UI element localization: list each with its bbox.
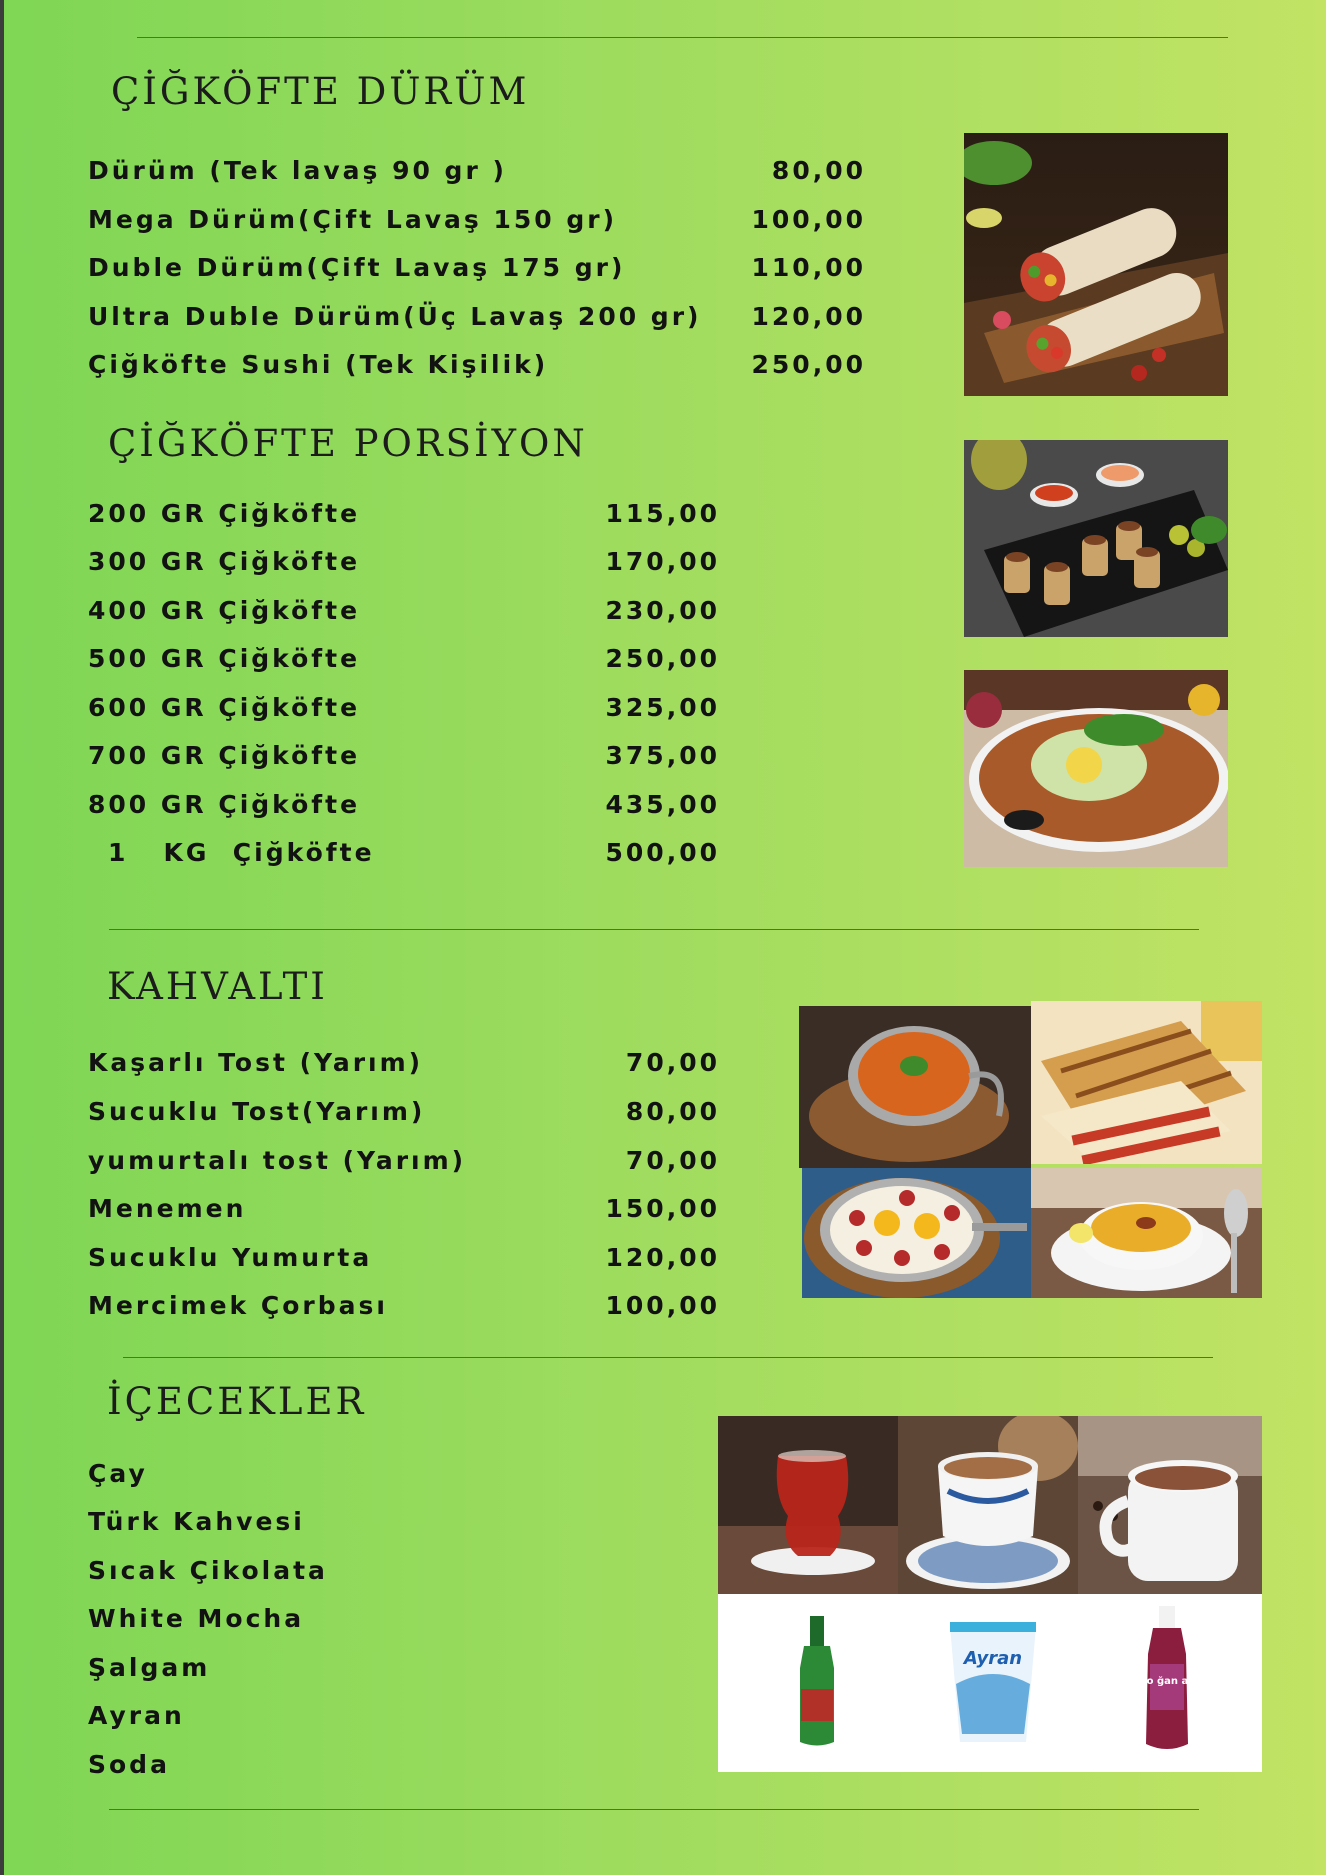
item-price: 325,00 (605, 693, 720, 722)
item-price: 100,00 (751, 205, 866, 234)
sucuklu-tost-photo (1031, 1001, 1262, 1164)
item-name: White Mocha (88, 1604, 305, 1633)
item-price: 70,00 (625, 1048, 720, 1077)
item-name: Çay (88, 1459, 148, 1488)
salgam-bottle-label: do ğan ay (1139, 1676, 1195, 1687)
section-title-durum: ÇİĞKÖFTE DÜRÜM (111, 70, 530, 113)
item-price: 500,00 (605, 838, 720, 867)
item-name: yumurtalı tost (Yarım) (88, 1146, 467, 1175)
item-name: Soda (88, 1750, 170, 1779)
item-price: 230,00 (605, 596, 720, 625)
section-title-icecekler: İÇECEKLER (107, 1380, 367, 1423)
item-price: 375,00 (605, 741, 720, 770)
section-title-kahvalti: KAHVALTI (107, 965, 328, 1008)
item-name: Sucuklu Yumurta (88, 1243, 373, 1272)
item-name: 800 GR Çiğköfte (88, 790, 361, 819)
divider-porsiyon-kahvalti (109, 929, 1199, 930)
item-price: 435,00 (605, 790, 720, 819)
cay-glass-photo (718, 1416, 898, 1594)
top-divider (137, 37, 1228, 38)
item-price: 250,00 (605, 644, 720, 673)
item-price: 170,00 (605, 547, 720, 576)
item-name: Ultra Duble Dürüm(Üç Lavaş 200 gr) (88, 302, 702, 331)
turk-kahvesi-photo (898, 1416, 1078, 1594)
sucuklu-yumurta-photo (802, 1168, 1031, 1298)
sicak-cikolata-photo (1078, 1416, 1262, 1594)
item-name: Duble Dürüm(Çift Lavaş 175 gr) (88, 253, 626, 282)
item-name: Menemen (88, 1194, 247, 1223)
item-name: 200 GR Çiğköfte (88, 499, 361, 528)
cigkofte-platter-photo (964, 670, 1228, 867)
item-name: 700 GR Çiğköfte (88, 741, 361, 770)
item-price: 70,00 (625, 1146, 720, 1175)
ayran-cup-icon (950, 1622, 1036, 1742)
menemen-pan-photo (799, 1006, 1031, 1168)
ayran-cup-label: Ayran (963, 1648, 1023, 1669)
item-name: Mercimek Çorbası (88, 1291, 388, 1320)
bottles-photo (718, 1594, 1262, 1772)
item-name: Dürüm (Tek lavaş 90 gr ) (88, 156, 507, 185)
item-name: Sıcak Çikolata (88, 1556, 328, 1585)
item-price: 100,00 (605, 1291, 720, 1320)
item-name: 300 GR Çiğköfte (88, 547, 361, 576)
item-price: 250,00 (751, 350, 866, 379)
section-title-porsiyon: ÇİĞKÖFTE PORSİYON (108, 422, 588, 465)
item-price: 80,00 (625, 1097, 720, 1126)
mercimek-corbasi-photo (1031, 1168, 1262, 1298)
item-name: Ayran (88, 1701, 185, 1730)
item-name: 500 GR Çiğköfte (88, 644, 361, 673)
item-price: 115,00 (605, 499, 720, 528)
item-name: Türk Kahvesi (88, 1507, 305, 1536)
item-price: 150,00 (605, 1194, 720, 1223)
item-name: Kaşarlı Tost (Yarım) (88, 1048, 424, 1077)
item-name: 400 GR Çiğköfte (88, 596, 361, 625)
cigkofte-sushi-photo (964, 440, 1228, 637)
durum-wrap-photo (964, 133, 1228, 396)
item-name: 1 KG Çiğköfte (108, 838, 375, 867)
item-name: 600 GR Çiğköfte (88, 693, 361, 722)
item-name: Sucuklu Tost(Yarım) (88, 1097, 426, 1126)
item-price: 80,00 (771, 156, 866, 185)
bottom-divider (109, 1809, 1199, 1810)
item-price: 120,00 (751, 302, 866, 331)
item-name: Mega Dürüm(Çift Lavaş 150 gr) (88, 205, 617, 234)
item-price: 120,00 (605, 1243, 720, 1272)
divider-kahvalti-icecekler (123, 1357, 1213, 1358)
item-name: Şalgam (88, 1653, 211, 1682)
page-left-edge (0, 0, 4, 1875)
item-price: 110,00 (751, 253, 866, 282)
item-name: Çiğköfte Sushi (Tek Kişilik) (88, 350, 549, 379)
